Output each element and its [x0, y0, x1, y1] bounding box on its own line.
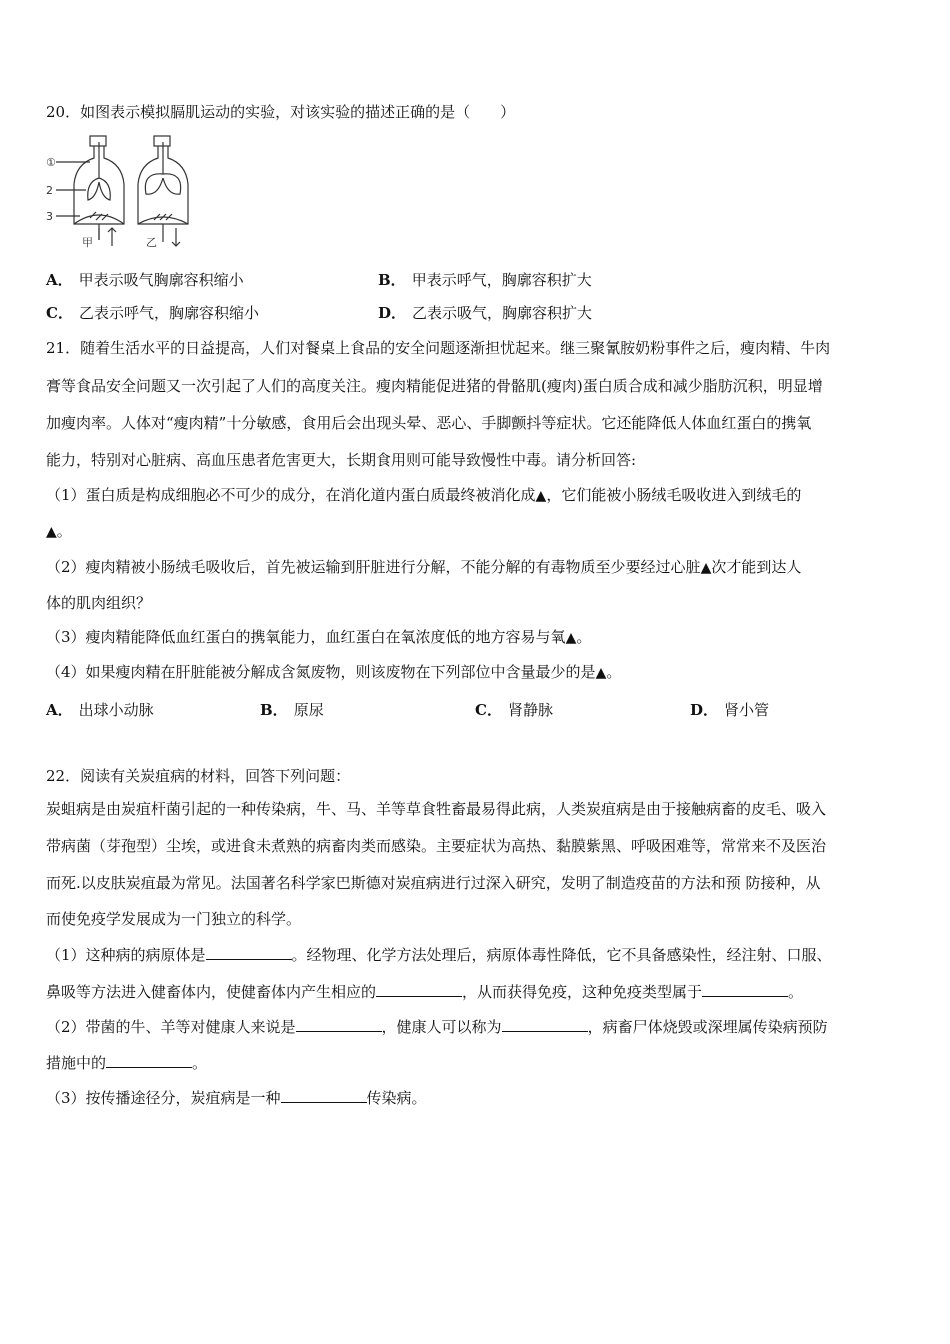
- figure-label-3: 3: [46, 210, 53, 223]
- q21-paragraph-line: 21．随着生活水平的日益提高，人们对餐桌上食品的安全问题逐渐担忧起来。继三聚氰胺奶粉事件之后，瘦肉精、牛肉: [46, 339, 831, 357]
- option-label: A．: [46, 271, 73, 289]
- figure-label-2: 2: [46, 184, 53, 197]
- option-label: B．: [260, 701, 288, 719]
- q21-sub1-cont: ▲。: [46, 522, 72, 540]
- option-text: 原尿: [293, 701, 324, 719]
- q22-stem: 22．阅读有关炭疽病的材料，回答下列问题：: [46, 767, 351, 785]
- q21-option-d: [690, 700, 769, 720]
- answer-blank-triangle: ▲: [595, 665, 607, 681]
- option-label: C．: [46, 304, 73, 322]
- q20-option-b: [378, 270, 592, 290]
- q20-option-a: [46, 270, 244, 290]
- answer-blank-triangle: ▲: [565, 630, 577, 646]
- q22-sub2-cont: 措施中的 。: [46, 1054, 208, 1072]
- q20-option-d: [378, 303, 592, 323]
- q21-option-b: [260, 700, 324, 720]
- q22-material-line: 炭蛆病是由炭疽杆菌引起的一种传染病，牛、马、羊等草食牲畜最易得此病，人类炭疽病是由于接触病畜的皮毛、吸入: [46, 800, 827, 818]
- jar-a-left-balloon: [88, 178, 99, 200]
- option-text: 乙表示吸气，胸廓容积扩大: [412, 304, 593, 322]
- q21-sub1: （1）蛋白质是构成细胞必不可少的成分，在消化道内蛋白质最终被消化成▲，它们能被小肠绒毛吸收进入到绒毛的: [46, 486, 802, 504]
- q21-sub3: （3）瘦肉精能降低血红蛋白的携氧能力，血红蛋白在氧浓度低的地方容易与氧▲。: [46, 628, 592, 646]
- jar-b-right-balloon: [163, 174, 181, 194]
- q21-paragraph-line: 能力，特别对心脏病、高血压患者危害更大，长期食用则可能导致慢性中毒。请分析回答:: [46, 451, 637, 469]
- diaphragm-model-figure: [46, 132, 216, 257]
- jar-a-stopper: [90, 136, 106, 146]
- q22-sub1: （1）这种病的病原体是 。经物理、化学方法处理后，病原体毒性降低，它不具备感染性，经注射、口服、: [46, 946, 832, 964]
- answer-blank[interactable]: [281, 1088, 367, 1103]
- answer-blank[interactable]: [296, 1017, 382, 1032]
- answer-blank[interactable]: [106, 1053, 192, 1068]
- option-text: 肾静脉: [507, 701, 553, 719]
- jar-b-label: 乙: [146, 236, 157, 249]
- q22-material-line: 而使免疫学发展成为一门独立的科学。: [46, 910, 302, 928]
- q21-sub4: （4）如果瘦肉精在肝脏能被分解成含氮废物，则该废物在下列部位中含量最少的是▲。: [46, 663, 622, 681]
- jar-b-left-balloon: [145, 174, 163, 194]
- option-label: D．: [690, 701, 719, 719]
- q21-option-c: [475, 700, 553, 720]
- answer-blank[interactable]: [376, 982, 462, 997]
- q21-option-a: [46, 700, 154, 720]
- q20-stem: 20．如图表示模拟膈肌运动的实验，对该实验的描述正确的是（ ）: [46, 103, 516, 121]
- q22-sub1-cont: 鼻吸等方法进入健畜体内，使健畜体内产生相应的 ，从而获得免疫，这种免疫类型属于 。: [46, 983, 804, 1001]
- q20-option-c: [46, 303, 259, 323]
- answer-blank[interactable]: [206, 945, 292, 960]
- option-text: 乙表示呼气，胸廓容积缩小: [78, 304, 259, 322]
- option-text: 出球小动脉: [78, 701, 154, 719]
- option-label: C．: [475, 701, 502, 719]
- figure-label-1: ①: [46, 156, 56, 169]
- q22-sub2: （2）带菌的牛、羊等对健康人来说是 ，健康人可以称为 ，病畜尸体烧毁或深埋属传染病预防: [46, 1018, 828, 1036]
- option-text: 甲表示吸气胸廓容积缩小: [78, 271, 244, 289]
- option-text: 肾小管: [724, 701, 770, 719]
- answer-blank[interactable]: [702, 982, 788, 997]
- jar-b-stopper: [154, 136, 170, 146]
- q22-sub3: （3）按传播途径分，炭疽病是一种 传染病。: [46, 1089, 427, 1107]
- jar-a-label: 甲: [82, 236, 93, 249]
- jar-b-diaphragm: [138, 217, 188, 224]
- q21-paragraph-line: 膏等食品安全问题又一次引起了人们的高度关注。瘦肉精能促进猪的骨骼肌(瘦肉)蛋白质合成和减少脂肪沉积，明显增: [46, 377, 823, 395]
- q21-sub2-cont: 体的肌肉组织？: [46, 594, 152, 612]
- option-label: A．: [46, 701, 73, 719]
- option-label: B．: [378, 271, 406, 289]
- answer-blank-triangle: ▲: [46, 524, 57, 540]
- jar-a-right-balloon: [99, 178, 110, 200]
- answer-blank[interactable]: [502, 1017, 588, 1032]
- option-label: D．: [378, 304, 407, 322]
- answer-blank-triangle: ▲: [700, 560, 712, 576]
- q22-material-line: 而死.以皮肤炭疽最为常见。法国著名科学家巴斯德对炭疽病进行过深入研究，发明了制造疫苗的方法和预 防接种，从: [46, 874, 821, 892]
- q21-paragraph-line: 加瘦肉率。人体对“瘦肉精”十分敏感，食用后会出现头晕、恶心、手脚颤抖等症状。它还能降低人体血红蛋白的携氧: [46, 414, 812, 432]
- option-text: 甲表示呼气，胸廓容积扩大: [411, 271, 592, 289]
- answer-blank-triangle: ▲: [535, 488, 547, 504]
- q21-sub2: （2）瘦肉精被小肠绒毛吸收后，首先被运输到肝脏进行分解，不能分解的有毒物质至少要经过心脏▲次才能到达人: [46, 558, 802, 576]
- q22-material-line: 带病菌（芽孢型）尘埃，或进食未煮熟的病畜肉类而感染。主要症状为高热、黏膜紫黑、呼吸困难等，常常来不及医治: [46, 837, 827, 855]
